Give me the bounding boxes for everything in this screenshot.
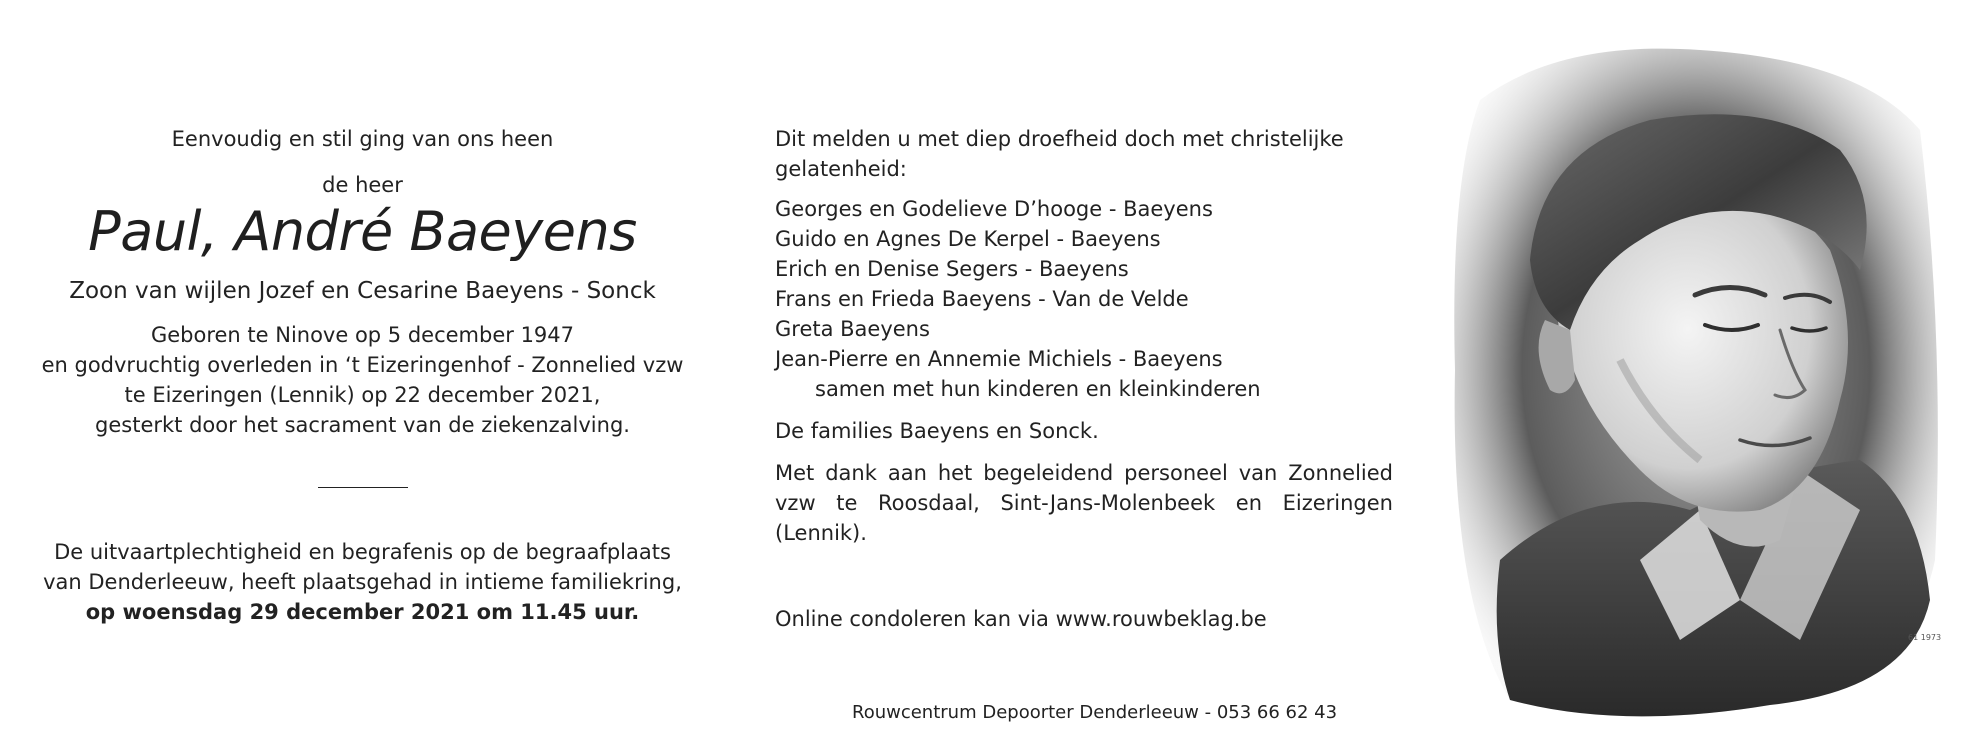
title-prefix: de heer [322, 173, 403, 197]
family-note: samen met hun kinderen en kleinkinderen [815, 377, 1261, 401]
family-member: Erich en Denise Segers - Baeyens [775, 257, 1129, 281]
family-member: Greta Baeyens [775, 317, 930, 341]
families-line: De families Baeyens en Sonck. [775, 419, 1099, 443]
announcement-column [775, 124, 1393, 631]
portrait-sketch-icon [1440, 40, 1945, 720]
detail-line: en godvruchtig overleden in ‘t Eizeringenhof - Zonnelied vzw [41, 353, 684, 377]
family-member: Georges en Godelieve D’hooge - Baeyens [775, 197, 1213, 221]
parents-line: Zoon van wijlen Jozef en Cesarine Baeyens - Sonck [69, 278, 656, 304]
portrait-drawing [1440, 40, 1945, 720]
funeral-line: De uitvaartplechtigheid en begrafenis op de begraafplaats [54, 540, 671, 564]
family-member: Jean-Pierre en Annemie Michiels - Baeyens [775, 347, 1223, 371]
life-details [40, 320, 685, 440]
intro-text: Eenvoudig en stil ging van ons heen [171, 127, 554, 151]
detail-line: te Eizeringen (Lennik) op 22 december 2021, [124, 383, 601, 407]
funeral-info [40, 537, 685, 627]
thanks-text: Met dank aan het begeleidend personeel van Zonnelied vzw te Roosdaal, Sint-Jans-Molenbeek en Eizeringen (Lennik). [775, 461, 1393, 545]
announcement-text: Dit melden u met diep droefheid doch met christelijke gelatenheid: [775, 127, 1344, 181]
divider [318, 487, 408, 488]
obituary-column [40, 124, 685, 648]
family-member: Guido en Agnes De Kerpel - Baeyens [775, 227, 1161, 251]
online-condolence: Online condoleren kan via www.rouwbeklag.be [775, 607, 1267, 631]
funeral-home-footer: Rouwcentrum Depoorter Denderleeuw - 053 66 62 43 [852, 702, 1338, 723]
detail-line: Geboren te Ninove op 5 december 1947 [150, 323, 575, 347]
funeral-line: van Denderleeuw, heeft plaatsgehad in intieme familiekring, [43, 570, 682, 594]
family-member: Frans en Frieda Baeyens - Van de Velde [775, 287, 1189, 311]
family-list [775, 194, 1393, 404]
artist-signature: 61 1973 [1908, 633, 1942, 642]
funeral-date: op woensdag 29 december 2021 om 11.45 uur. [85, 600, 640, 624]
deceased-name: Paul, André Baeyens [88, 200, 637, 263]
detail-line: gesterkt door het sacrament van de ziekenzalving. [95, 413, 630, 437]
